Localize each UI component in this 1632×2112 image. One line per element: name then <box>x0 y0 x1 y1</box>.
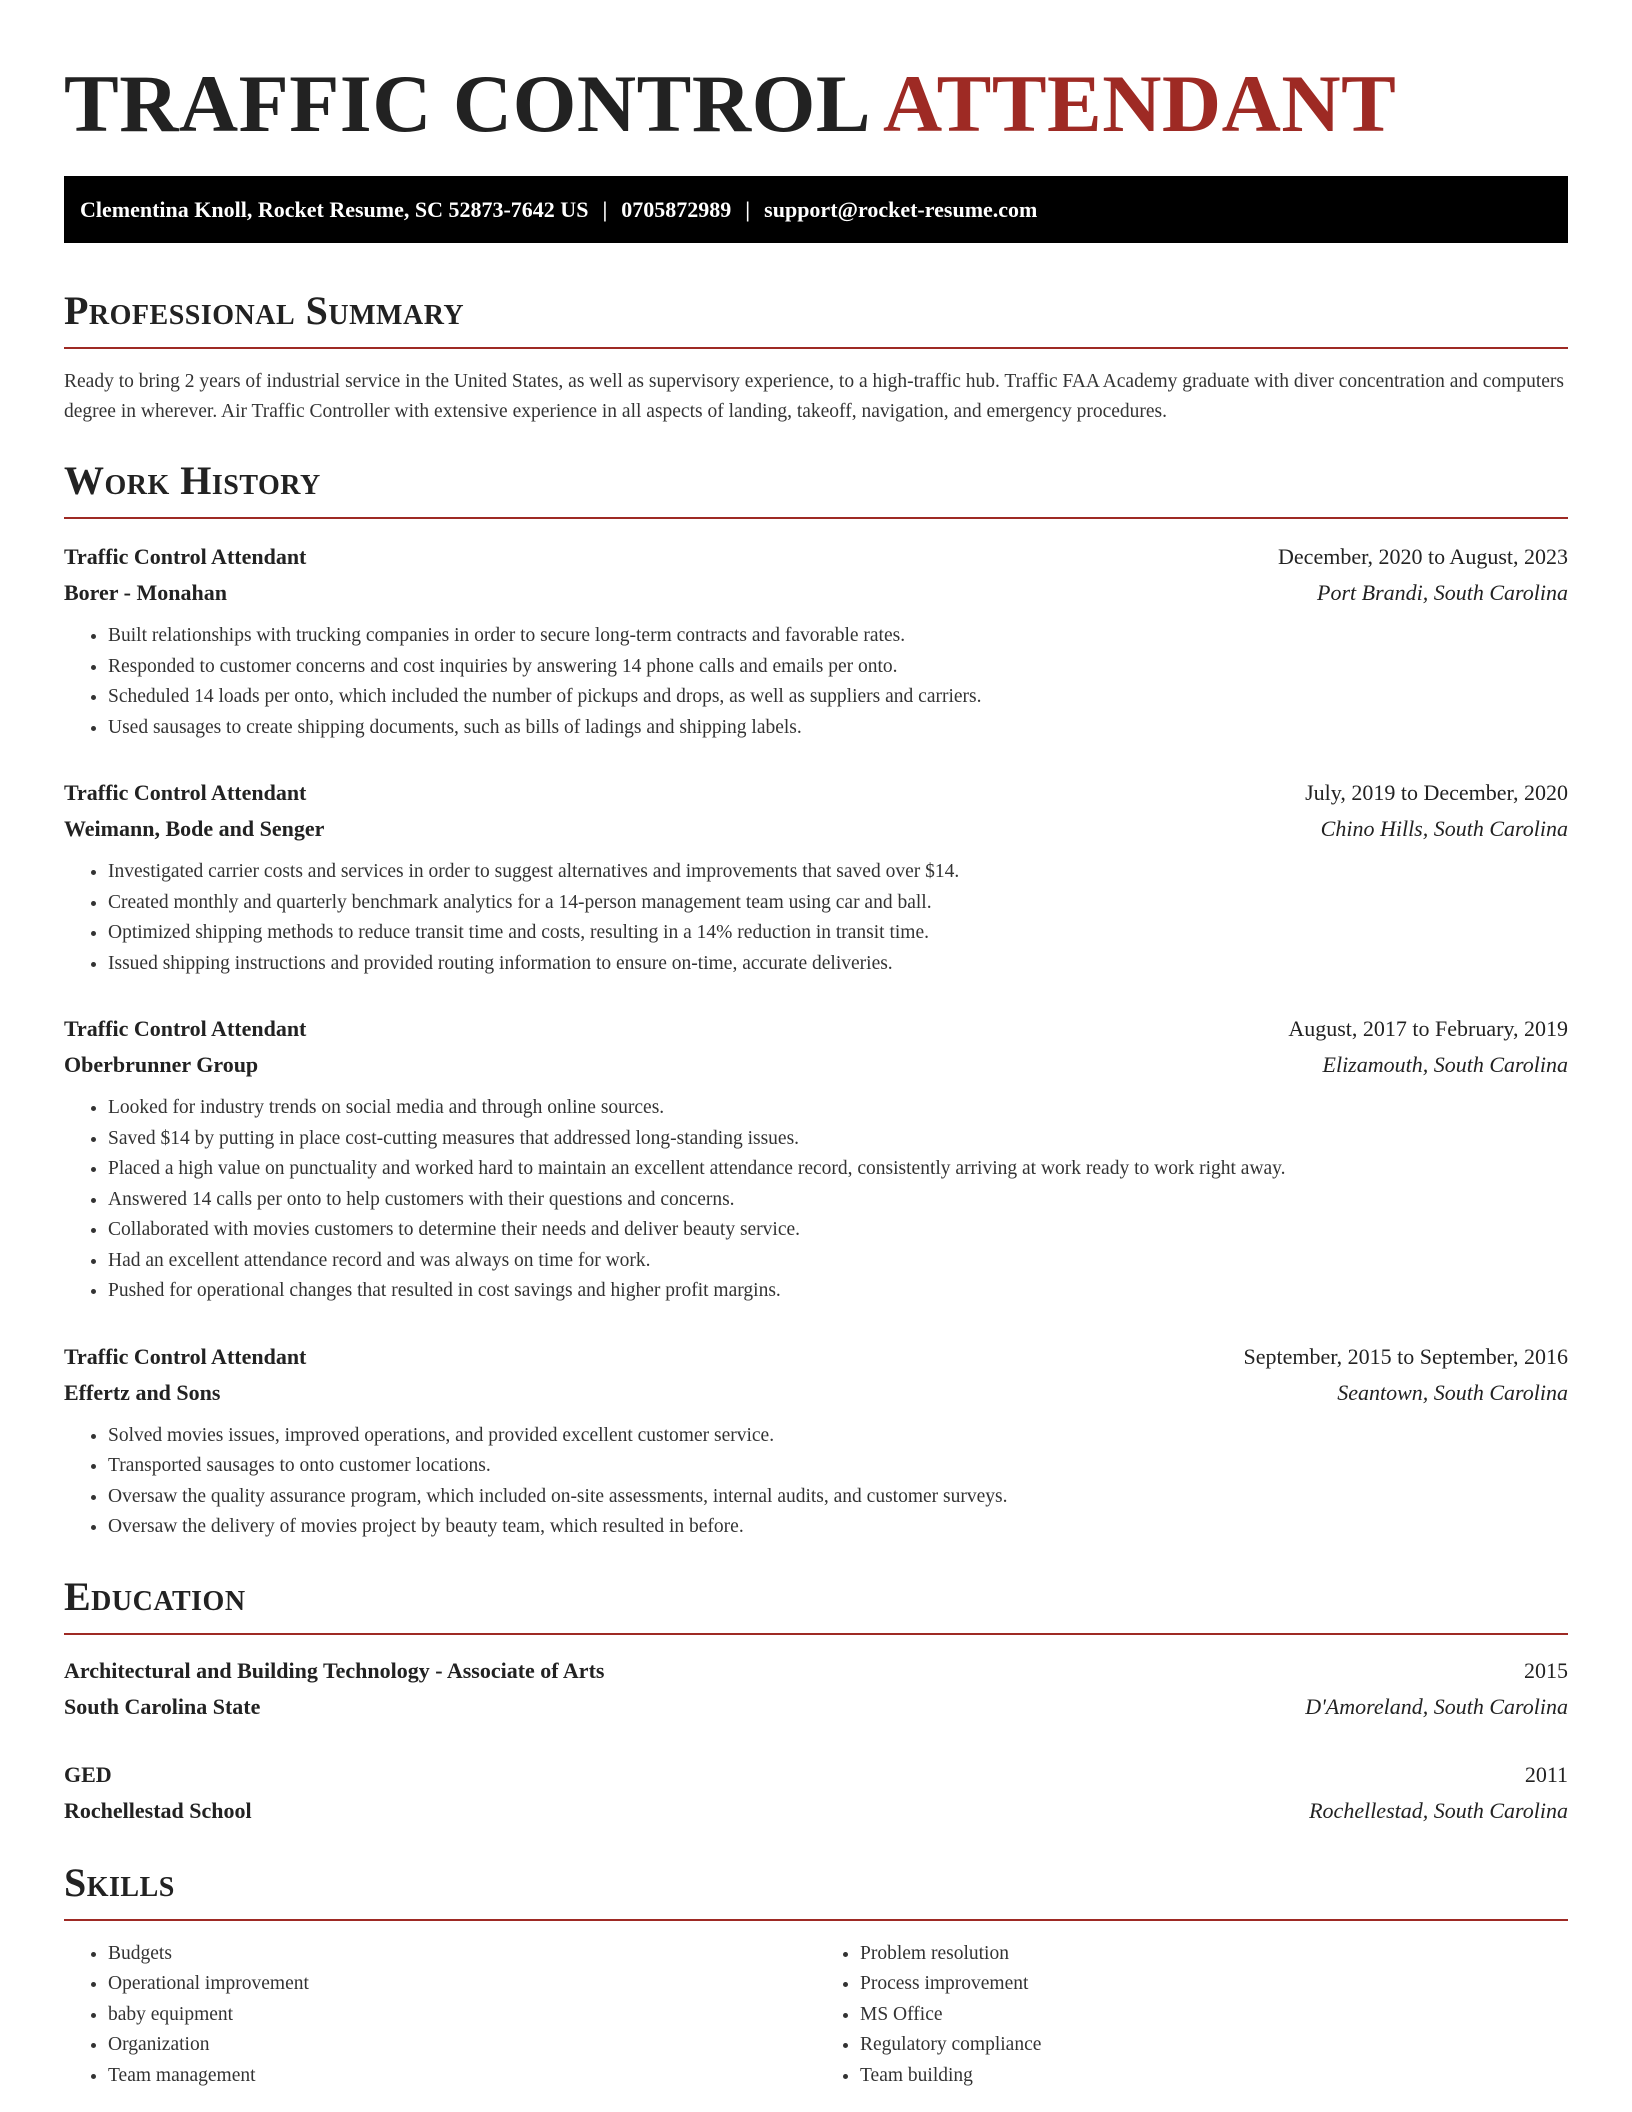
job-entry <box>64 1011 1568 1307</box>
job-header-row <box>64 775 1568 811</box>
skills-column-left <box>64 1939 816 2092</box>
education-heading: Education <box>64 1573 246 1619</box>
education-school: Rochellestad School <box>64 1797 252 1823</box>
section-divider <box>64 1919 1568 1921</box>
job-dates: August, 2017 to February, 2019 <box>1288 1016 1568 1041</box>
job-entry <box>64 775 1568 979</box>
education-entry <box>64 1757 1568 1829</box>
summary-section <box>64 287 1568 427</box>
job-company-row <box>64 1375 1568 1411</box>
job-company-row <box>64 575 1568 611</box>
skill-item: • MS Office <box>860 2000 1568 2031</box>
skill-item: • Problem resolution <box>860 1939 1568 1970</box>
job-bullets <box>64 1421 1568 1543</box>
skill-item: • Team building <box>860 2061 1568 2092</box>
job-title: Traffic Control Attendant <box>64 1016 307 1041</box>
education-school: South Carolina State <box>64 1693 261 1719</box>
education-school-row <box>64 1689 1568 1725</box>
job-bullet: • Created monthly and quarterly benchmark analytics for a 14-person management team using car and ball. <box>108 888 1568 919</box>
skills-section <box>64 1859 1568 2092</box>
education-entry <box>64 1653 1568 1725</box>
education-degree: Architectural and Building Technology - Associate of Arts <box>64 1657 605 1683</box>
job-bullet: • Built relationships with trucking companies in order to secure long-term contracts and favorable rates. <box>108 621 1568 652</box>
job-bullet: • Had an excellent attendance record and was always on time for work. <box>108 1246 1568 1277</box>
education-section <box>64 1573 1568 1829</box>
contact-bar <box>64 176 1568 243</box>
education-degree: GED <box>64 1761 112 1787</box>
skills-column-right <box>816 1939 1568 2092</box>
job-company: Weimann, Bode and Senger <box>64 816 325 841</box>
job-bullets <box>64 857 1568 979</box>
work-history-section <box>64 457 1568 1543</box>
job-dates: September, 2015 to September, 2016 <box>1243 1343 1568 1369</box>
job-bullet: • Optimized shipping methods to reduce transit time and costs, resulting in a 14% reduction in transit time. <box>108 918 1568 949</box>
skill-item: • baby equipment <box>108 2000 816 2031</box>
skills-grid <box>64 1939 1568 2092</box>
job-location: Elizamouth, South Carolina <box>1322 1052 1568 1077</box>
contact-email: support@rocket-resume.com <box>764 197 1038 222</box>
job-bullet: • Issued shipping instructions and provided routing information to ensure on-time, accurate deliveries. <box>108 949 1568 980</box>
resume-title <box>64 0 1568 150</box>
job-bullet: • Oversaw the quality assurance program, which included on-site assessments, internal audits, and customer surveys. <box>108 1482 1568 1513</box>
job-company: Oberbrunner Group <box>64 1052 259 1077</box>
education-degree-row <box>64 1757 1568 1793</box>
education-year: 2015 <box>1524 1657 1568 1683</box>
job-header-row <box>64 539 1568 575</box>
contact-separator: | <box>602 197 608 222</box>
education-location: Rochellestad, South Carolina <box>1309 1797 1568 1823</box>
skill-item: • Team management <box>108 2061 816 2092</box>
job-bullet: • Collaborated with movies customers to determine their needs and deliver beauty service. <box>108 1215 1568 1246</box>
work-history-heading: Work History <box>64 458 321 503</box>
job-header-row <box>64 1339 1568 1375</box>
job-bullet: • Investigated carrier costs and services in order to suggest alternatives and improvements that saved over $14. <box>108 857 1568 888</box>
job-entry <box>64 1339 1568 1543</box>
job-title: Traffic Control Attendant <box>64 544 307 569</box>
job-company-row <box>64 811 1568 847</box>
job-header-row <box>64 1011 1568 1047</box>
job-bullets <box>64 621 1568 743</box>
job-company-row <box>64 1047 1568 1083</box>
section-divider <box>64 347 1568 349</box>
job-bullet: • Oversaw the delivery of movies project by beauty team, which resulted in before. <box>108 1512 1568 1543</box>
summary-heading: Professional Summary <box>64 288 465 333</box>
job-bullet: • Scheduled 14 loads per onto, which included the number of pickups and drops, as well as suppliers and carriers. <box>108 682 1568 713</box>
skill-item: • Budgets <box>108 1939 816 1970</box>
contact-address: Clementina Knoll, Rocket Resume, SC 52873-7642 US <box>80 197 589 222</box>
job-bullet: • Answered 14 calls per onto to help customers with their questions and concerns. <box>108 1185 1568 1216</box>
job-entry <box>64 539 1568 743</box>
job-location: Seantown, South Carolina <box>1337 1379 1568 1405</box>
contact-phone: 0705872989 <box>621 197 732 222</box>
title-second: ATTENDANT <box>883 58 1397 149</box>
job-bullet: • Transported sausages to onto customer locations. <box>108 1451 1568 1482</box>
resume-page <box>64 0 1568 2091</box>
section-divider <box>64 1633 1568 1635</box>
skills-heading: Skills <box>64 1859 175 1905</box>
job-bullet: • Used sausages to create shipping documents, such as bills of ladings and shipping labels. <box>108 713 1568 744</box>
education-degree-row <box>64 1653 1568 1689</box>
job-bullet: • Saved $14 by putting in place cost-cutting measures that addressed long-standing issues. <box>108 1124 1568 1155</box>
job-bullet: • Placed a high value on punctuality and worked hard to maintain an excellent attendance record, consistently arriving at work ready to work right away. <box>108 1154 1568 1185</box>
job-title: Traffic Control Attendant <box>64 1343 307 1369</box>
job-company: Borer - Monahan <box>64 580 227 605</box>
job-title: Traffic Control Attendant <box>64 780 307 805</box>
job-bullet: • Responded to customer concerns and cost inquiries by answering 14 phone calls and emails per onto. <box>108 652 1568 683</box>
title-first: TRAFFIC CONTROL <box>64 58 867 149</box>
skill-item: • Organization <box>108 2030 816 2061</box>
section-divider <box>64 517 1568 519</box>
job-bullet: • Looked for industry trends on social media and through online sources. <box>108 1093 1568 1124</box>
education-school-row <box>64 1793 1568 1829</box>
job-bullets <box>64 1093 1568 1307</box>
job-dates: December, 2020 to August, 2023 <box>1278 544 1568 569</box>
job-bullet: • Pushed for operational changes that resulted in cost savings and higher profit margins. <box>108 1276 1568 1307</box>
job-company: Effertz and Sons <box>64 1379 221 1405</box>
skill-item: • Process improvement <box>860 1969 1568 2000</box>
contact-separator: | <box>745 197 751 222</box>
job-location: Chino Hills, South Carolina <box>1320 816 1568 841</box>
summary-text: Ready to bring 2 years of industrial service in the United States, as well as supervisory experience, to a high-traffic hub. Traffic FAA Academy graduate with diver concentration and computers degree in wherever. Air Traffic Controller with extensive experience in all aspects of landing, takeoff, navigation, and emergency procedures. <box>64 371 1565 422</box>
job-dates: July, 2019 to December, 2020 <box>1305 780 1568 805</box>
skill-item: • Regulatory compliance <box>860 2030 1568 2061</box>
job-location: Port Brandi, South Carolina <box>1317 580 1568 605</box>
skill-item: • Operational improvement <box>108 1969 816 2000</box>
education-location: D'Amoreland, South Carolina <box>1305 1693 1568 1719</box>
education-year: 2011 <box>1524 1761 1568 1787</box>
job-bullet: • Solved movies issues, improved operations, and provided excellent customer service. <box>108 1421 1568 1452</box>
